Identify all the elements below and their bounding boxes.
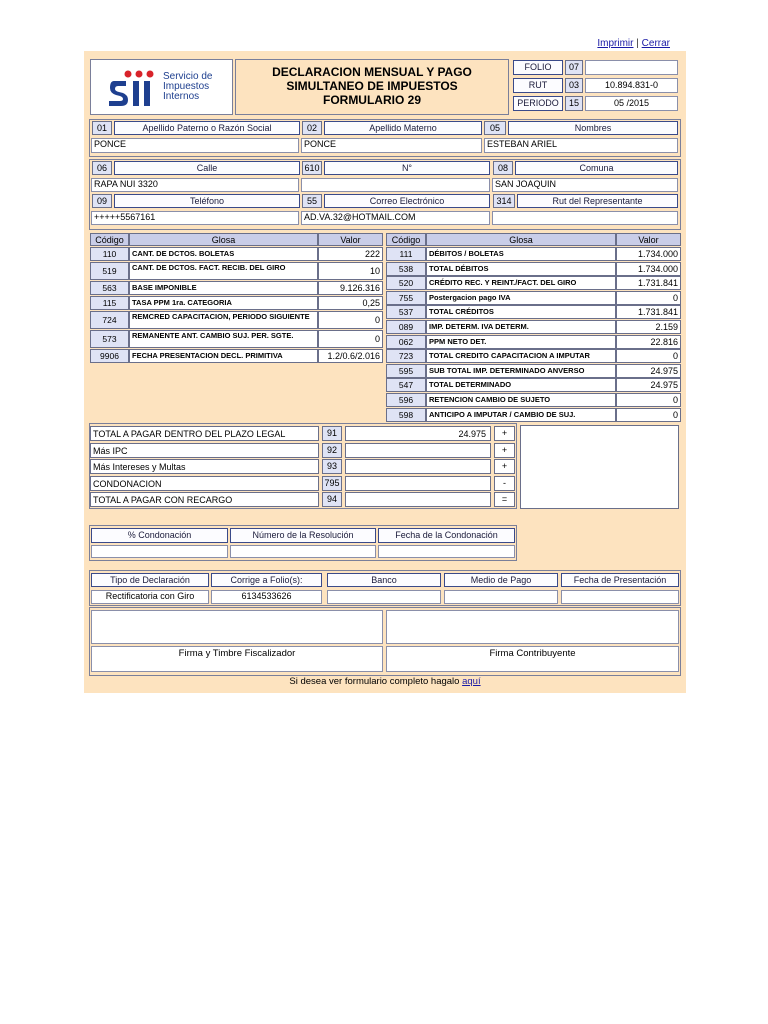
periodo-value: 05 /2015 <box>585 96 678 111</box>
total-code: 93 <box>322 459 342 474</box>
corrige-folio-label: Corrige a Folio(s): <box>211 573 322 587</box>
condonacion-resolucion-label: Número de la Resolución <box>230 528 376 543</box>
condonacion-fecha-value <box>378 545 515 558</box>
total-value: 24.975 <box>345 426 491 441</box>
footer-link[interactable]: aquí <box>462 676 481 687</box>
periodo-code: 15 <box>565 96 583 111</box>
rut-code: 03 <box>565 78 583 93</box>
rut-label: RUT <box>513 78 563 93</box>
left-row-code: 573 <box>90 330 129 348</box>
left-row-code: 9906 <box>90 349 129 363</box>
right-row-code: 111 <box>386 247 426 261</box>
fecha-presentacion-label: Fecha de Presentación <box>561 573 679 587</box>
right-row-glosa: Postergacion pago IVA <box>426 291 616 305</box>
rut-representante-value <box>492 211 678 225</box>
total-sign: = <box>494 492 515 507</box>
left-row-glosa: CANT. DE DCTOS. FACT. RECIB. DEL GIRO <box>129 262 318 280</box>
left-header-codigo: Código <box>90 233 129 246</box>
condonacion-pct-label: % Condonación <box>91 528 228 543</box>
right-row-glosa: SUB TOTAL IMP. DETERMINADO ANVERSO <box>426 364 616 378</box>
medio-pago-value <box>444 590 558 604</box>
right-row-valor: 0 <box>616 349 681 363</box>
left-header-valor: Valor <box>318 233 383 246</box>
code-02: 02 <box>302 121 322 135</box>
left-row-code: 110 <box>90 247 129 261</box>
form-29 <box>84 51 686 693</box>
code-610: 610 <box>302 161 322 175</box>
correo-label: Correo Electrónico <box>324 194 490 208</box>
logo-line1: Servicio de <box>163 71 213 82</box>
header-title-3: FORMULARIO 29 <box>322 93 421 107</box>
left-row-valor: 222 <box>318 247 383 261</box>
left-row-valor: 0 <box>318 311 383 329</box>
print-link[interactable]: Imprimir <box>597 38 634 49</box>
total-sign: - <box>494 476 515 491</box>
firma-contribuyente-label: Firma Contribuyente <box>386 646 679 672</box>
telefono-label: Teléfono <box>114 194 300 208</box>
left-row-glosa: REMANENTE ANT. CAMBIO SUJ. PER. SGTE. <box>129 330 318 348</box>
left-row-valor: 9.126.316 <box>318 281 383 295</box>
code-55: 55 <box>302 194 322 208</box>
header-title-2: SIMULTANEO DE IMPUESTOS <box>286 79 458 93</box>
right-row-code: 723 <box>386 349 426 363</box>
right-row-glosa: TOTAL CRÉDITOS <box>426 305 616 319</box>
left-row-code: 519 <box>90 262 129 280</box>
left-row-valor: 10 <box>318 262 383 280</box>
right-row-glosa: PPM NETO DET. <box>426 335 616 349</box>
periodo-label: PERIODO <box>513 96 563 111</box>
total-value <box>345 476 491 491</box>
right-row-valor: 0 <box>616 393 681 407</box>
apellido-paterno-value: PONCE <box>91 138 299 153</box>
right-row-valor: 1.731.841 <box>616 305 681 319</box>
logo-line2: Impuestos <box>163 81 210 92</box>
left-row-valor: 1.2/0.6/2.016 <box>318 349 383 363</box>
code-09: 09 <box>92 194 112 208</box>
total-label: TOTAL A PAGAR CON RECARGO <box>90 492 319 507</box>
code-314: 314 <box>493 194 515 208</box>
right-row-glosa: CRÉDITO REC. Y REINT./FACT. DEL GIRO <box>426 276 616 290</box>
logo-text <box>163 72 212 102</box>
banco-value <box>327 590 441 604</box>
right-row-glosa: RETENCION CAMBIO DE SUJETO <box>426 393 616 407</box>
correo-value: AD.VA.32@HOTMAIL.COM <box>301 211 490 225</box>
left-row-code: 724 <box>90 311 129 329</box>
total-sign: + <box>494 426 515 441</box>
total-value <box>345 492 491 507</box>
total-label: Más IPC <box>90 443 319 458</box>
folio-label: FOLIO <box>513 60 563 75</box>
total-code: 91 <box>322 426 342 441</box>
apellido-paterno-label: Apellido Paterno o Razón Social <box>114 121 300 135</box>
total-code: 94 <box>322 492 342 507</box>
left-row-code: 563 <box>90 281 129 295</box>
right-row-code: 598 <box>386 408 426 422</box>
code-06: 06 <box>92 161 112 175</box>
fecha-presentacion-value <box>561 590 679 604</box>
tipo-declaracion-label: Tipo de Declaración <box>91 573 209 587</box>
right-row-glosa: IMP. DETERM. IVA DETERM. <box>426 320 616 334</box>
top-links <box>560 38 670 49</box>
right-row-valor: 0 <box>616 408 681 422</box>
right-row-code: 537 <box>386 305 426 319</box>
total-code: 92 <box>322 443 342 458</box>
condonacion-resolucion-value <box>230 545 376 558</box>
right-header-codigo: Código <box>386 233 426 246</box>
right-row-valor: 0 <box>616 291 681 305</box>
code-01: 01 <box>92 121 112 135</box>
right-row-code: 089 <box>386 320 426 334</box>
rut-representante-label: Rut del Representante <box>517 194 678 208</box>
firma-contribuyente-box <box>386 610 679 644</box>
telefono-value: +++++5567161 <box>91 211 299 225</box>
total-sign: + <box>494 459 515 474</box>
right-header-valor: Valor <box>616 233 681 246</box>
code-05: 05 <box>484 121 506 135</box>
totals-side-box <box>520 425 679 509</box>
left-row-glosa: REMCRED CAPACITACION, PERIODO SIGUIENTE <box>129 311 318 329</box>
total-label: CONDONACION <box>90 476 319 491</box>
nombres-label: Nombres <box>508 121 678 135</box>
right-row-valor: 24.975 <box>616 378 681 392</box>
right-row-code: 520 <box>386 276 426 290</box>
left-row-glosa: TASA PPM 1ra. CATEGORIA <box>129 296 318 310</box>
right-row-glosa: TOTAL DÉBITOS <box>426 262 616 276</box>
condonacion-pct-value <box>91 545 228 558</box>
right-row-code: 755 <box>386 291 426 305</box>
numero-label: N° <box>324 161 490 175</box>
calle-value: RAPA NUI 3320 <box>91 178 299 192</box>
nombres-value: ESTEBAN ARIEL <box>484 138 678 153</box>
right-row-code: 547 <box>386 378 426 392</box>
left-row-valor: 0 <box>318 330 383 348</box>
right-row-valor: 24.975 <box>616 364 681 378</box>
folio-code: 07 <box>565 60 583 75</box>
right-row-code: 595 <box>386 364 426 378</box>
firma-fiscalizador-box <box>91 610 383 644</box>
right-row-code: 062 <box>386 335 426 349</box>
left-row-glosa: BASE IMPONIBLE <box>129 281 318 295</box>
total-label: Más Intereses y Multas <box>90 459 319 474</box>
calle-label: Calle <box>114 161 300 175</box>
corrige-folio-value: 6134533626 <box>211 590 322 604</box>
right-row-valor: 2.159 <box>616 320 681 334</box>
tipo-declaracion-value: Rectificatoria con Giro <box>91 590 209 604</box>
medio-pago-label: Medio de Pago <box>444 573 558 587</box>
left-header-glosa: Glosa <box>129 233 318 246</box>
comuna-value: SAN JOAQUIN <box>492 178 678 192</box>
right-row-glosa: ANTICIPO A IMPUTAR / CAMBIO DE SUJ. <box>426 408 616 422</box>
numero-value <box>301 178 490 192</box>
banco-label: Banco <box>327 573 441 587</box>
logo-line3: Internos <box>163 91 200 102</box>
total-value <box>345 459 491 474</box>
left-row-valor: 0,25 <box>318 296 383 310</box>
logo-box <box>90 59 233 115</box>
firma-fiscalizador-label: Firma y Timbre Fiscalizador <box>91 646 383 672</box>
folio-value <box>585 60 678 75</box>
code-08: 08 <box>493 161 513 175</box>
right-row-code: 596 <box>386 393 426 407</box>
right-row-code: 538 <box>386 262 426 276</box>
right-row-valor: 22.816 <box>616 335 681 349</box>
rut-value: 10.894.831-0 <box>585 78 678 93</box>
total-code: 795 <box>322 476 342 491</box>
total-sign: + <box>494 443 515 458</box>
right-row-valor: 1.731.841 <box>616 276 681 290</box>
link-separator: | <box>636 38 639 49</box>
footer-text: Si desea ver formulario completo hagalo <box>289 676 460 687</box>
right-row-valor: 1.734.000 <box>616 262 681 276</box>
footer <box>84 676 686 687</box>
comuna-label: Comuna <box>515 161 678 175</box>
apellido-materno-value: PONCE <box>301 138 482 153</box>
left-row-glosa: FECHA PRESENTACION DECL. PRIMITIVA <box>129 349 318 363</box>
header-title-box <box>235 59 509 115</box>
header-title-1: DECLARACION MENSUAL Y PAGO <box>272 65 472 79</box>
left-row-glosa: CANT. DE DCTOS. BOLETAS <box>129 247 318 261</box>
right-row-glosa: TOTAL DETERMINADO <box>426 378 616 392</box>
right-row-glosa: TOTAL CREDITO CAPACITACION A IMPUTAR <box>426 349 616 363</box>
left-row-code: 115 <box>90 296 129 310</box>
right-header-glosa: Glosa <box>426 233 616 246</box>
close-link[interactable]: Cerrar <box>641 38 670 49</box>
total-label: TOTAL A PAGAR DENTRO DEL PLAZO LEGAL <box>90 426 319 441</box>
total-value <box>345 443 491 458</box>
apellido-materno-label: Apellido Materno <box>324 121 482 135</box>
right-row-valor: 1.734.000 <box>616 247 681 261</box>
condonacion-fecha-label: Fecha de la Condonación <box>378 528 515 543</box>
right-row-glosa: DÉBITOS / BOLETAS <box>426 247 616 261</box>
